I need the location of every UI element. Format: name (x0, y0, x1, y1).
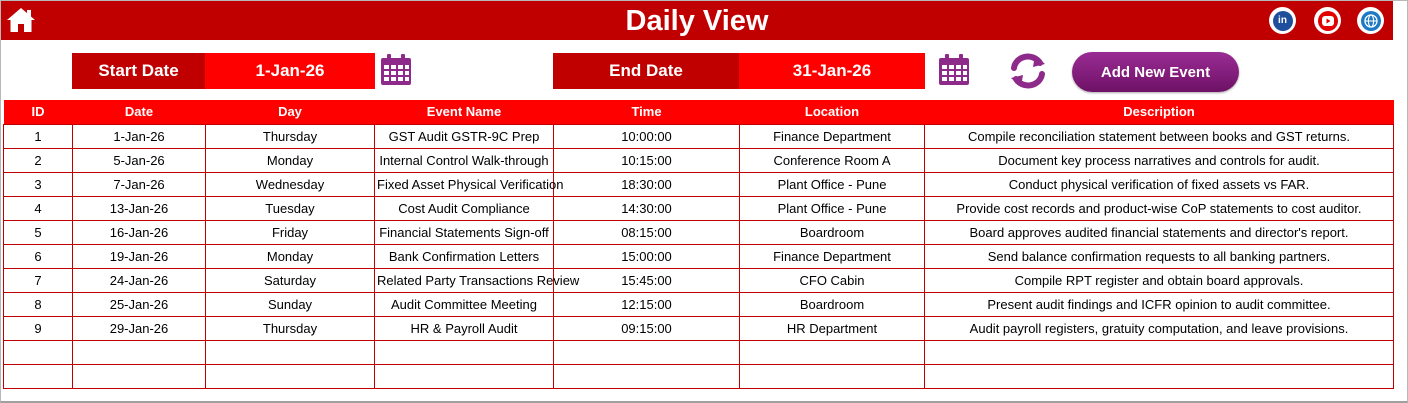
cell-time[interactable]: 15:00:00 (554, 244, 740, 268)
cell-day[interactable] (206, 340, 375, 364)
cell-id[interactable]: 8 (4, 292, 73, 316)
cell-id[interactable]: 7 (4, 268, 73, 292)
column-header-date[interactable]: Date (73, 100, 206, 124)
cell-event-name[interactable]: GST Audit GSTR-9C Prep (375, 124, 554, 148)
start-date-field[interactable]: 1-Jan-26 (205, 53, 375, 89)
cell-location[interactable] (740, 340, 925, 364)
cell-location[interactable] (740, 364, 925, 388)
end-date-label: End Date (553, 53, 739, 89)
table-row[interactable] (4, 244, 1394, 268)
cell-event-name[interactable]: Fixed Asset Physical Verification (375, 172, 554, 196)
cell-day[interactable]: Monday (206, 244, 375, 268)
end-date-field[interactable]: 31-Jan-26 (739, 53, 925, 89)
cell-date[interactable]: 25-Jan-26 (73, 292, 206, 316)
cell-description[interactable]: Present audit findings and ICFR opinion to audit committee. (925, 292, 1394, 316)
cell-location[interactable]: CFO Cabin (740, 268, 925, 292)
cell-date[interactable]: 7-Jan-26 (73, 172, 206, 196)
events-table (3, 100, 1394, 389)
cell-description[interactable]: Provide cost records and product-wise CoP statements to cost auditor. (925, 196, 1394, 220)
table-row[interactable] (4, 292, 1394, 316)
cell-description[interactable]: Audit payroll registers, gratuity computation, and leave provisions. (925, 316, 1394, 340)
cell-day[interactable]: Saturday (206, 268, 375, 292)
cell-event-name[interactable]: HR & Payroll Audit (375, 316, 554, 340)
table-row[interactable] (4, 268, 1394, 292)
cell-event-name[interactable]: Internal Control Walk-through (375, 148, 554, 172)
cell-description[interactable] (925, 364, 1394, 388)
table-row[interactable] (4, 148, 1394, 172)
cell-day[interactable]: Thursday (206, 316, 375, 340)
cell-event-name[interactable]: Related Party Transactions Review (375, 268, 554, 292)
cell-location[interactable]: Finance Department (740, 124, 925, 148)
table-body (4, 124, 1394, 388)
start-date-label: Start Date (72, 53, 205, 89)
column-header-time[interactable]: Time (554, 100, 740, 124)
table-row[interactable] (4, 316, 1394, 340)
table-row[interactable] (4, 124, 1394, 148)
cell-id[interactable]: 1 (4, 124, 73, 148)
cell-day[interactable] (206, 364, 375, 388)
globe-icon[interactable] (1357, 7, 1384, 34)
youtube-icon[interactable] (1314, 7, 1341, 34)
cell-date[interactable] (73, 340, 206, 364)
cell-id[interactable] (4, 340, 73, 364)
add-new-event-button[interactable]: Add New Event (1072, 52, 1239, 92)
calendar-icon[interactable] (937, 53, 971, 87)
linkedin-icon-text: in (1278, 15, 1287, 26)
cell-date[interactable] (73, 364, 206, 388)
cell-time[interactable]: 12:15:00 (554, 292, 740, 316)
cell-id[interactable]: 4 (4, 196, 73, 220)
cell-description[interactable]: Conduct physical verification of fixed assets vs FAR. (925, 172, 1394, 196)
column-header-event-name[interactable]: Event Name (375, 100, 554, 124)
cell-day[interactable]: Sunday (206, 292, 375, 316)
column-header-day[interactable]: Day (206, 100, 375, 124)
linkedin-icon[interactable] (1269, 7, 1296, 34)
table-row[interactable] (4, 172, 1394, 196)
cell-event-name[interactable]: Bank Confirmation Letters (375, 244, 554, 268)
cell-description[interactable]: Compile RPT register and obtain board approvals. (925, 268, 1394, 292)
cell-date[interactable]: 1-Jan-26 (73, 124, 206, 148)
cell-description[interactable]: Document key process narratives and controls for audit. (925, 148, 1394, 172)
cell-day[interactable]: Tuesday (206, 196, 375, 220)
cell-time[interactable]: 14:30:00 (554, 196, 740, 220)
cell-description[interactable]: Board approves audited financial statements and director's report. (925, 220, 1394, 244)
cell-day[interactable]: Friday (206, 220, 375, 244)
table-row[interactable] (4, 340, 1394, 364)
cell-location[interactable]: Boardroom (740, 292, 925, 316)
page-title: Daily View (625, 5, 769, 37)
home-icon[interactable] (5, 5, 37, 35)
cell-event-name[interactable]: Cost Audit Compliance (375, 196, 554, 220)
column-header-description[interactable]: Description (925, 100, 1394, 124)
cell-location[interactable]: Plant Office - Pune (740, 196, 925, 220)
cell-time[interactable]: 08:15:00 (554, 220, 740, 244)
refresh-icon[interactable] (1006, 51, 1050, 91)
cell-date[interactable]: 19-Jan-26 (73, 244, 206, 268)
table-row[interactable] (4, 220, 1394, 244)
cell-time[interactable]: 09:15:00 (554, 316, 740, 340)
cell-day[interactable]: Thursday (206, 124, 375, 148)
calendar-icon[interactable] (379, 53, 413, 87)
cell-id[interactable]: 2 (4, 148, 73, 172)
cell-description[interactable]: Compile reconciliation statement between books and GST returns. (925, 124, 1394, 148)
cell-id[interactable]: 3 (4, 172, 73, 196)
cell-id[interactable]: 5 (4, 220, 73, 244)
cell-event-name[interactable] (375, 340, 554, 364)
cell-time[interactable] (554, 340, 740, 364)
cell-time[interactable]: 10:15:00 (554, 148, 740, 172)
cell-event-name[interactable]: Financial Statements Sign-off (375, 220, 554, 244)
cell-date[interactable]: 24-Jan-26 (73, 268, 206, 292)
cell-time[interactable]: 18:30:00 (554, 172, 740, 196)
cell-description[interactable] (925, 340, 1394, 364)
title-bar (1, 1, 1393, 40)
table-header-row (4, 100, 1394, 124)
cell-description[interactable]: Send balance confirmation requests to all banking partners. (925, 244, 1394, 268)
cell-date[interactable]: 13-Jan-26 (73, 196, 206, 220)
column-header-location[interactable]: Location (740, 100, 925, 124)
cell-location[interactable]: HR Department (740, 316, 925, 340)
cell-location[interactable]: Plant Office - Pune (740, 172, 925, 196)
cell-location[interactable]: Conference Room A (740, 148, 925, 172)
cell-date[interactable]: 29-Jan-26 (73, 316, 206, 340)
table-row[interactable] (4, 364, 1394, 388)
cell-day[interactable]: Monday (206, 148, 375, 172)
cell-time[interactable]: 10:00:00 (554, 124, 740, 148)
cell-location[interactable]: Finance Department (740, 244, 925, 268)
cell-id[interactable]: 9 (4, 316, 73, 340)
cell-event-name[interactable]: Audit Committee Meeting (375, 292, 554, 316)
table-row[interactable] (4, 196, 1394, 220)
cell-time[interactable] (554, 364, 740, 388)
cell-date[interactable]: 5-Jan-26 (73, 148, 206, 172)
cell-id[interactable] (4, 364, 73, 388)
cell-id[interactable]: 6 (4, 244, 73, 268)
column-header-id[interactable]: ID (4, 100, 73, 124)
cell-time[interactable]: 15:45:00 (554, 268, 740, 292)
cell-day[interactable]: Wednesday (206, 172, 375, 196)
cell-date[interactable]: 16-Jan-26 (73, 220, 206, 244)
cell-event-name[interactable] (375, 364, 554, 388)
cell-location[interactable]: Boardroom (740, 220, 925, 244)
